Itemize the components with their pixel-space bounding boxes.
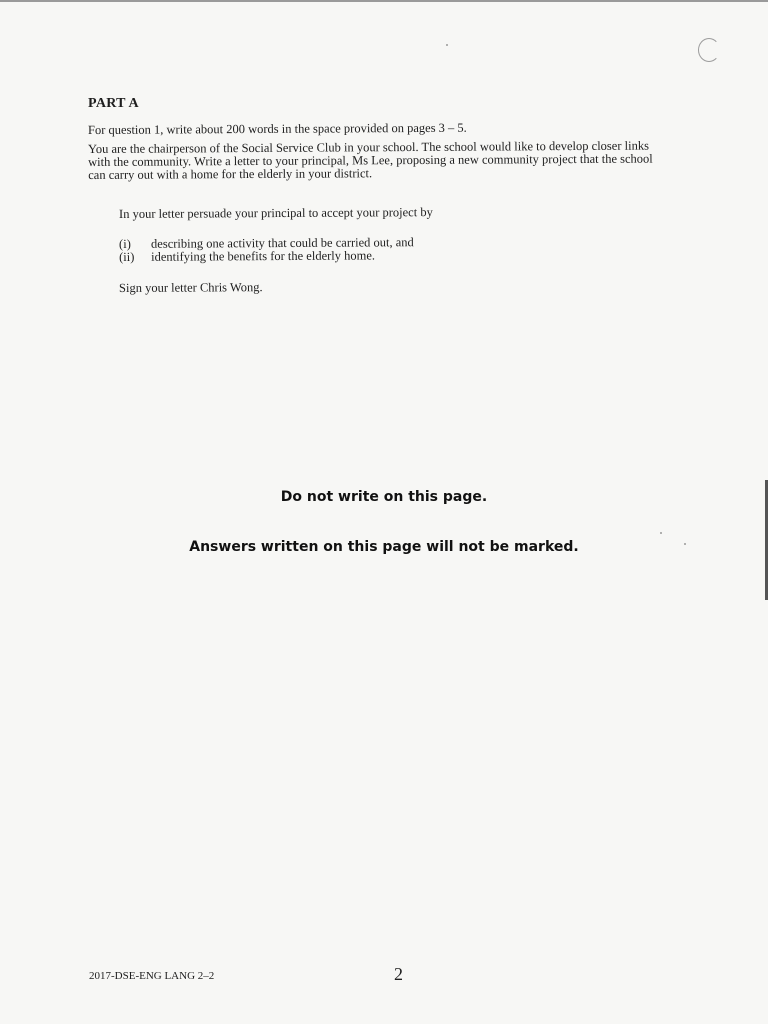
requirement-text: identifying the benefits for the elderly home.	[151, 248, 376, 264]
requirement-text: describing one activity that could be carried out, and	[150, 235, 414, 251]
not-marked-notice: Answers written on this page will not be marked.	[189, 539, 579, 555]
part-heading: PART A	[88, 96, 139, 111]
scan-top-edge	[0, 0, 768, 2]
scan-speck	[446, 44, 448, 46]
sign-instruction: Sign your letter Chris Wong.	[118, 280, 263, 295]
task-description	[88, 139, 680, 182]
persuade-instruction: In your letter persuade your principal to accept your project by	[118, 205, 433, 221]
do-not-write-notice: Do not write on this page.	[280, 489, 488, 505]
requirement-list	[119, 236, 414, 264]
requirement-number: (i)	[118, 236, 131, 251]
requirement-number: (ii)	[119, 249, 135, 264]
scan-speck	[660, 532, 662, 534]
paper-code: 2017-DSE-ENG LANG 2–2	[89, 970, 215, 982]
task-line: with the community. Write a letter to your principal, Ms Lee, proposing a new community project that the school	[88, 151, 653, 169]
task-line: You are the chairperson of the Social Service Club in your school. The school would like to develop closer links	[87, 138, 649, 156]
page-number: 2	[394, 964, 403, 984]
task-line: can carry out with a home for the elderly in your district.	[88, 166, 373, 182]
question-intro: For question 1, write about 200 words in the space provided on pages 3 – 5.	[87, 120, 467, 137]
punch-hole-mark	[698, 38, 720, 62]
requirement-item	[119, 249, 414, 264]
